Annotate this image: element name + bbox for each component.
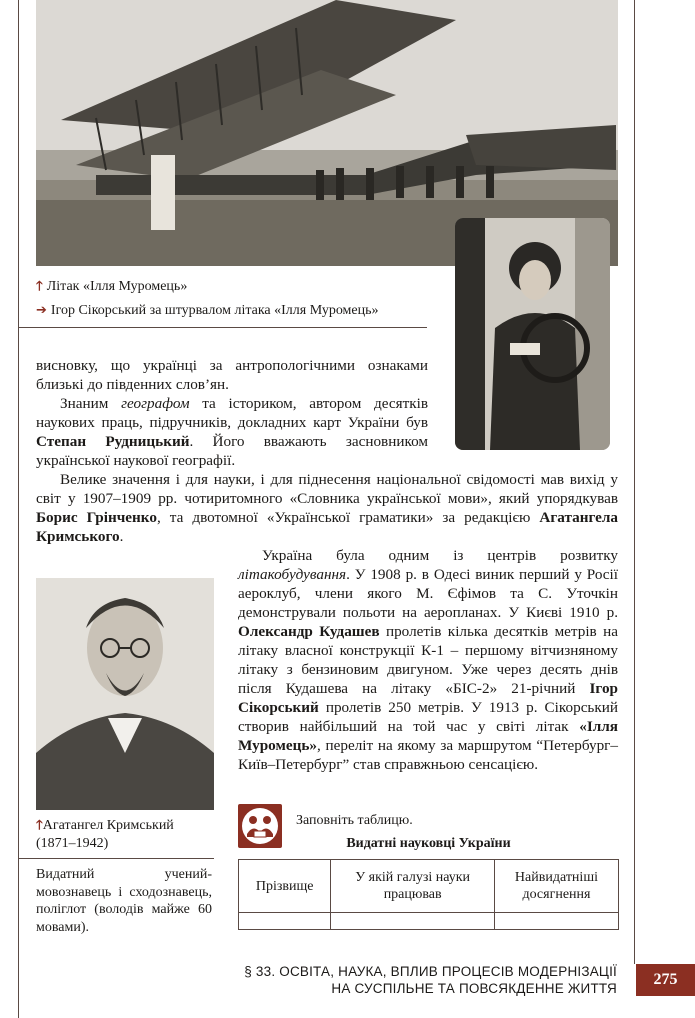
body-text-wide bbox=[36, 470, 618, 546]
paragraph-1: висновку, що українці за антропологічними ознаками близькі до південних слов’ян. bbox=[36, 357, 428, 393]
table-cell[interactable] bbox=[494, 913, 618, 930]
arrow-up-icon: 🡑 bbox=[36, 818, 43, 833]
paragraph-2: Знаним географом та істориком, автором десятків наукових праць, підручників, докладних карт України був Степан Рудницький. Його вважають засновником української наукової географії. bbox=[36, 395, 429, 469]
body-text-top bbox=[36, 356, 428, 470]
portrait-illustration bbox=[36, 578, 214, 810]
pilot-illustration bbox=[455, 218, 610, 450]
task-instruction: Заповніть таблицю. bbox=[296, 813, 413, 828]
body-text-right bbox=[238, 546, 618, 774]
table-cell[interactable] bbox=[331, 913, 495, 930]
page-number: 275 bbox=[636, 964, 695, 996]
table-row bbox=[239, 913, 619, 930]
portrait-note: Видатний учений-мовознавець і сходознавець, поліглот (володів майже 60 мовами). bbox=[36, 867, 212, 935]
arrow-right-icon: ➔ bbox=[36, 303, 47, 318]
paragraph-3: Велике значення і для науки, і для піднесення національної свідомості мав вихід у світ у 1907–1909 рр. чотиритомного «Словника української мови», який упорядкував Борис Грінченко, та двотомної «Української граматики» за редакцією Агатангела Кримського. bbox=[36, 471, 618, 545]
pilot-photo bbox=[455, 218, 610, 450]
portrait-photo bbox=[36, 578, 214, 810]
section-title: § 33. ОСВІТА, НАУКА, ВПЛИВ ПРОЦЕСІВ МОДЕРНІЗАЦІЇ НА СУСПІЛЬНЕ ТА ПОВСЯКДЕННЕ ЖИТТЯ bbox=[244, 964, 617, 996]
pilot-caption: ➔ Ігор Сікорський за штурвалом літака «Ілля Муромець» bbox=[36, 303, 379, 318]
plane-caption: 🡑 Літак «Ілля Муромець» bbox=[36, 279, 188, 294]
scientists-table bbox=[238, 859, 619, 930]
caption-divider bbox=[18, 327, 427, 328]
table-cell[interactable] bbox=[239, 913, 331, 930]
right-margin-rule bbox=[634, 0, 635, 964]
table-header-achievements: Найвидатніші досягнення bbox=[494, 860, 618, 913]
arrow-up-icon: 🡑 bbox=[36, 279, 43, 294]
portrait-divider bbox=[18, 858, 214, 859]
table-title: Видатні науковці України bbox=[346, 836, 511, 851]
table-header-field: У якій галузі науки працював bbox=[331, 860, 495, 913]
paragraph-4: Україна була одним із центрів розвитку літакобудування. У 1908 р. в Одесі виник перший у Росії аероклуб, члени якого М. Єфімов та С. Уточкін демонстрували польоти на аеропланах. У Києві 1910 р. Олександр Кудашев пролетів кілька десятків метрів на літаку власної конструкції К-1 – першому вітчизняному літаку з бензиновим двигуном. Уже через десять днів після Кудашева на літаку «БІС-2» 21-річний Ігор Сікорський пролетів 250 метрів. У 1913 р. Сікорський створив найбільший на той час у світі літак «Ілля Муромець», переліт на якому за маршрутом “Петербург–Київ–Петербург” став справжньою сенсацією. bbox=[238, 547, 618, 773]
left-margin-rule bbox=[18, 0, 19, 1018]
portrait-caption: 🡑Агатангел Кримський (1871–1942) bbox=[36, 818, 174, 851]
table-header-surname: Прізвище bbox=[239, 860, 331, 913]
